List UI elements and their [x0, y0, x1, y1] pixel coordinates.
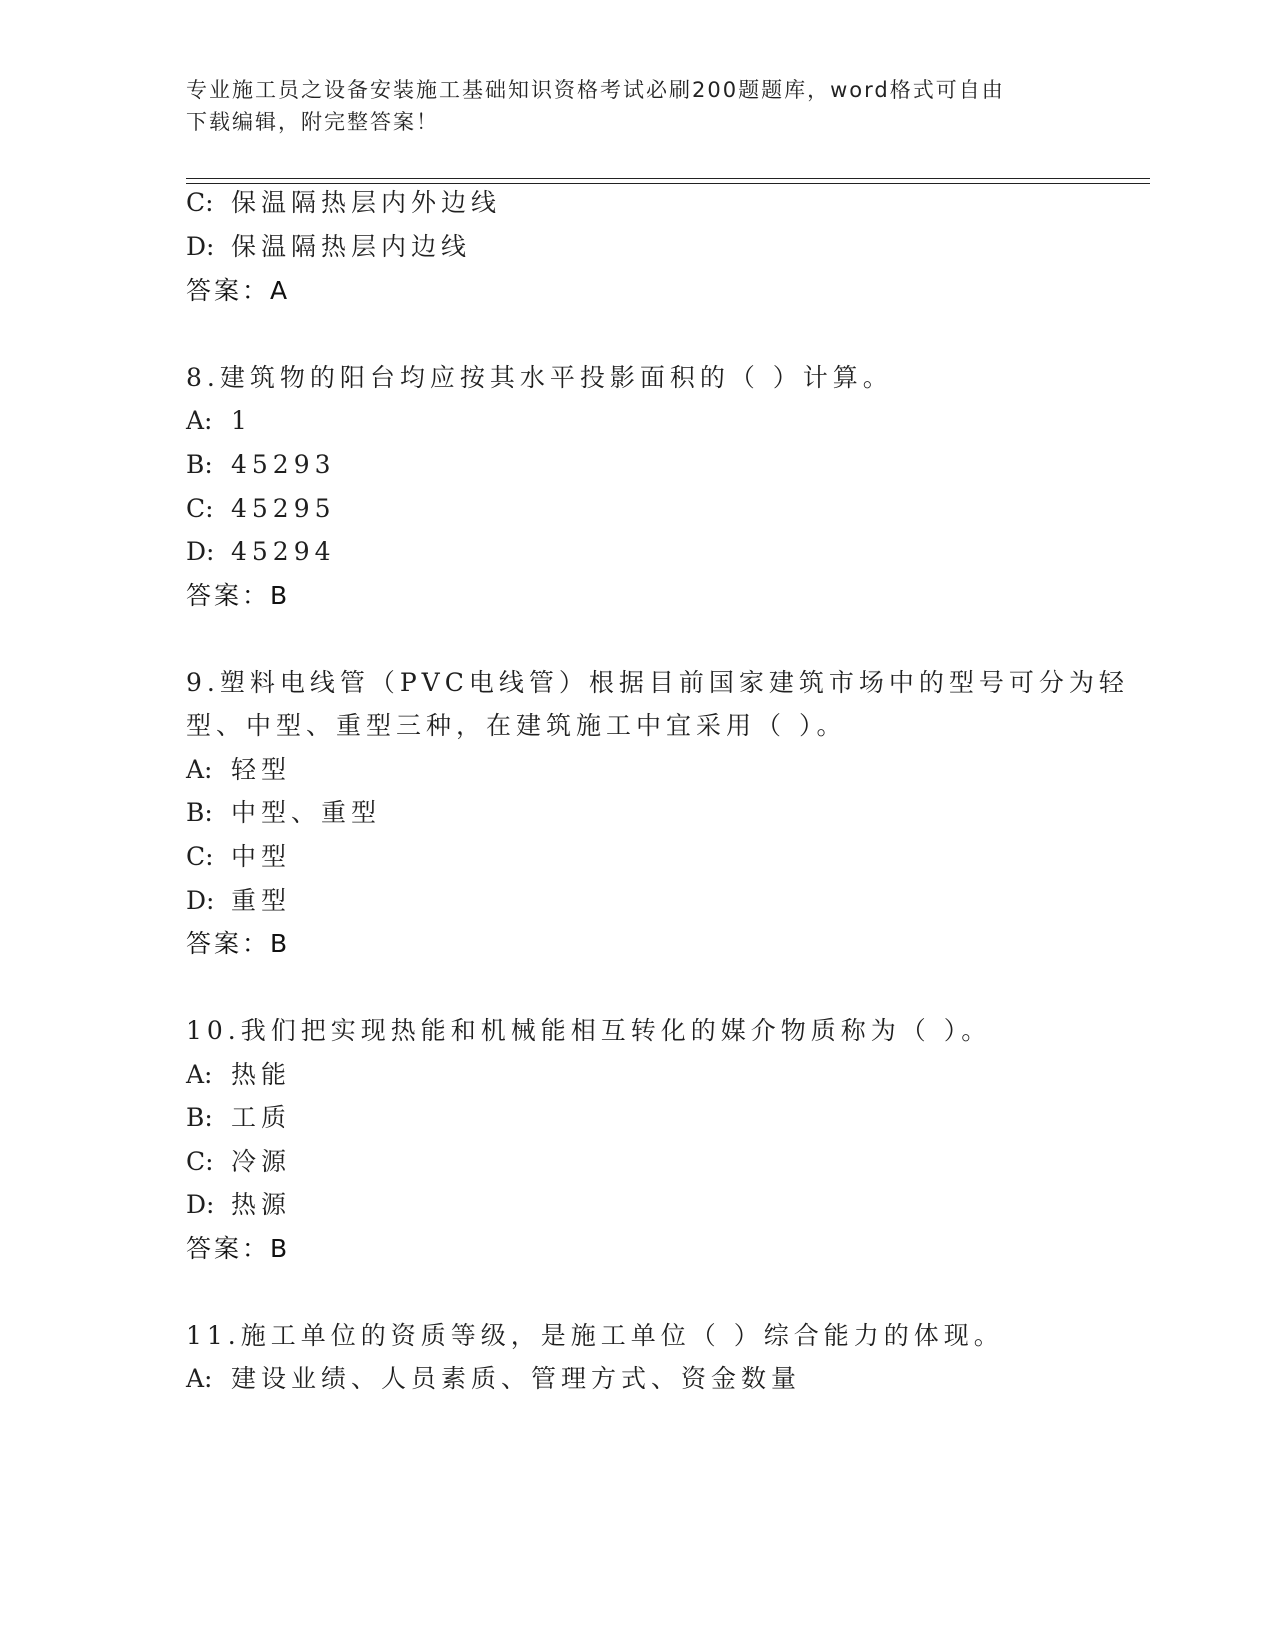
- question-11: 11.施工单位的资质等级，是施工单位（ ）综合能力的体现。: [186, 1321, 1004, 1350]
- option-label: A:: [186, 755, 213, 784]
- question-10: 10.我们把实现热能和机械能相互转化的媒介物质称为（ ）。: [186, 1016, 992, 1045]
- header-title-line2: 下载编辑，附完整答案！: [186, 110, 439, 134]
- header-title-line1: 专业施工员之设备安装施工基础知识资格考试必刷200题题库，word格式可自由: [186, 78, 1005, 102]
- option-a: [186, 406, 252, 436]
- option-label: B:: [186, 450, 213, 479]
- option-c: [186, 188, 501, 218]
- option-text: 热能: [231, 1060, 292, 1089]
- option-label: A:: [186, 1364, 213, 1393]
- question-9-line2: 型、中型、重型三种，在建筑施工中宜采用（ ）。: [186, 711, 847, 740]
- option-label: B:: [186, 798, 213, 827]
- option-text: 1: [231, 406, 252, 435]
- option-text: 建设业绩、人员素质、管理方式、资金数量: [231, 1364, 802, 1393]
- option-text: 中型: [231, 842, 292, 871]
- option-text: 保温隔热层内边线: [231, 232, 472, 261]
- option-a: [186, 1364, 801, 1394]
- option-d: [186, 886, 291, 916]
- option-text: 重型: [231, 886, 292, 915]
- option-label: C:: [186, 1147, 214, 1176]
- option-c: [186, 494, 336, 524]
- option-text: 热源: [231, 1190, 292, 1219]
- option-text: 冷源: [231, 1147, 292, 1176]
- question-9-line1: 9.塑料电线管（PVC电线管）根据目前国家建筑市场中的型号可分为轻: [186, 668, 1129, 697]
- option-label: C:: [186, 188, 214, 217]
- question-8: 8.建筑物的阳台均应按其水平投影面积的（ ）计算。: [186, 363, 893, 392]
- option-c: [186, 1147, 291, 1177]
- option-text: 45293: [231, 450, 336, 479]
- header-divider-top: [186, 178, 1150, 179]
- option-label: D:: [186, 886, 215, 915]
- answer: 答案：B: [186, 1234, 291, 1263]
- answer: 答案：B: [186, 581, 291, 610]
- option-a: [186, 1060, 291, 1090]
- option-text: 45294: [231, 537, 336, 566]
- option-b: [186, 798, 381, 828]
- option-label: D:: [186, 537, 215, 566]
- option-label: B:: [186, 1103, 213, 1132]
- option-b: [186, 1103, 291, 1133]
- option-label: D:: [186, 1190, 215, 1219]
- option-a: [186, 755, 291, 785]
- option-label: A:: [186, 1060, 213, 1089]
- option-d: [186, 1190, 291, 1220]
- option-text: 中型、重型: [231, 798, 382, 827]
- option-label: C:: [186, 494, 214, 523]
- option-text: 45295: [231, 494, 336, 523]
- header-divider-bottom: [186, 183, 1150, 184]
- option-d: [186, 232, 471, 262]
- answer: 答案：A: [186, 276, 291, 305]
- option-label: C:: [186, 842, 214, 871]
- option-text: 工质: [231, 1103, 292, 1132]
- option-b: [186, 450, 336, 480]
- option-c: [186, 842, 291, 872]
- option-label: D:: [186, 232, 215, 261]
- answer: 答案：B: [186, 929, 291, 958]
- page-header: [186, 74, 1066, 138]
- option-d: [186, 537, 336, 567]
- option-label: A:: [186, 406, 213, 435]
- option-text: 轻型: [231, 755, 292, 784]
- option-text: 保温隔热层内外边线: [231, 188, 502, 217]
